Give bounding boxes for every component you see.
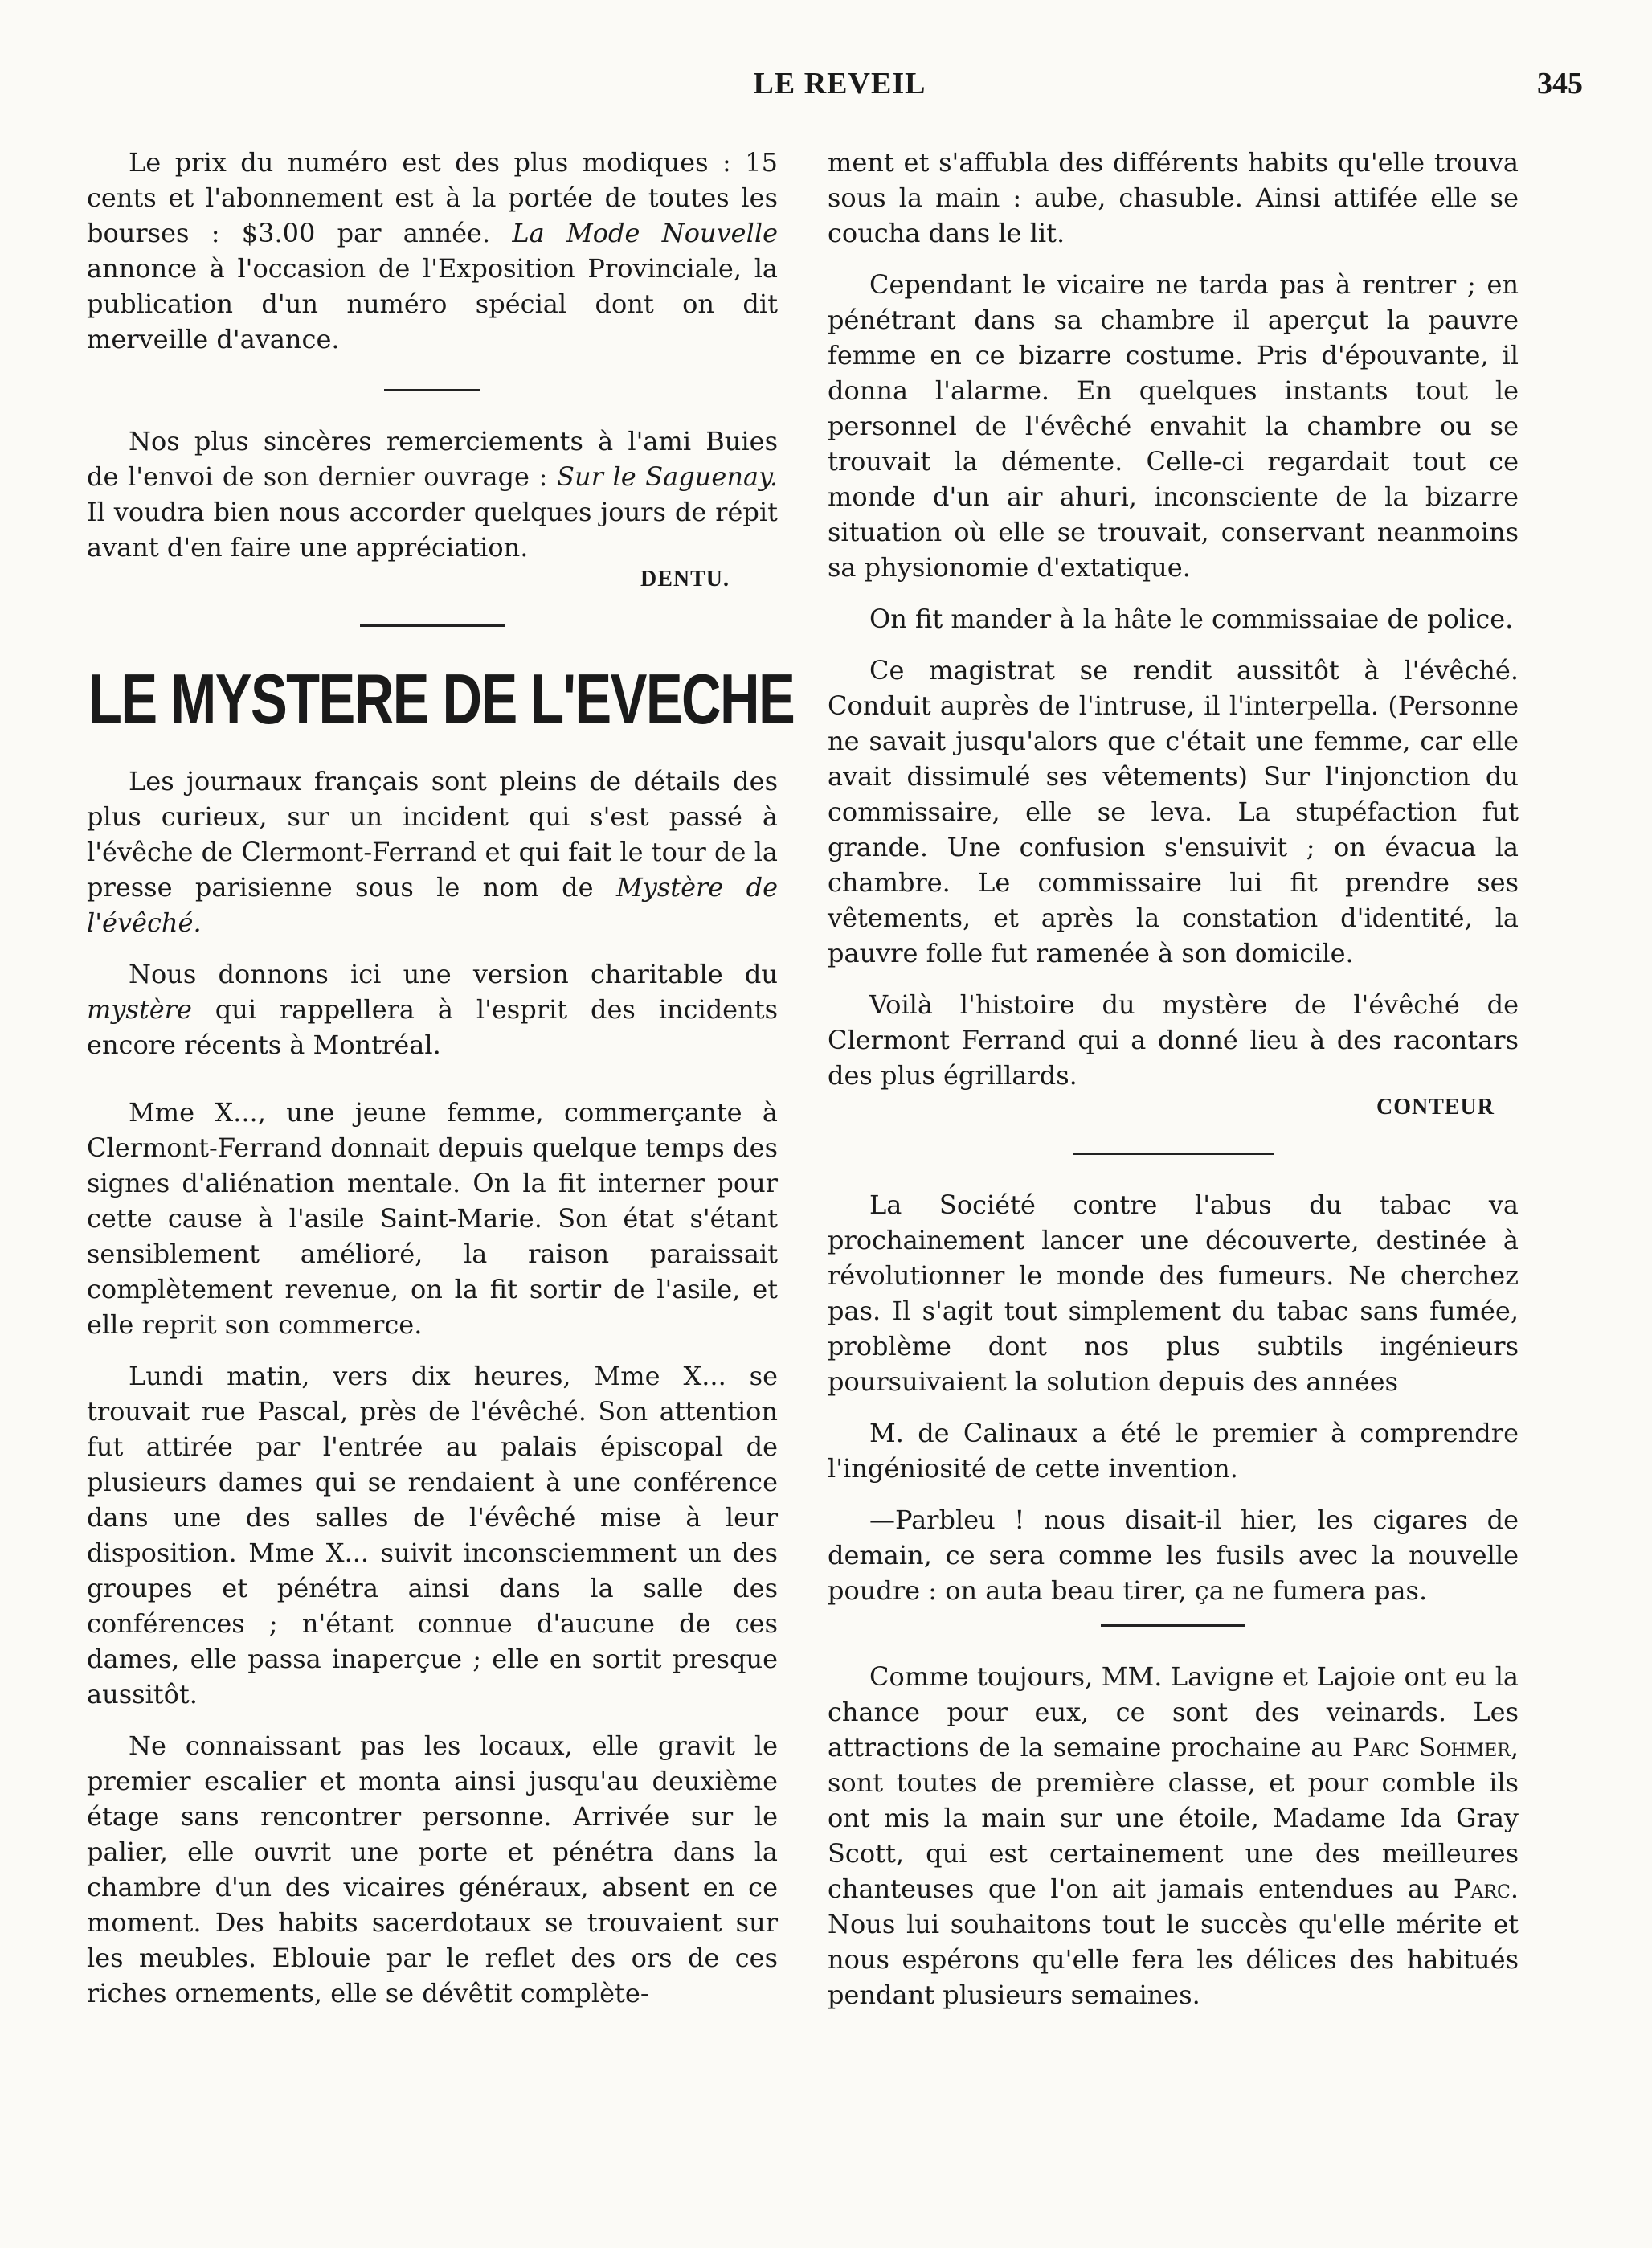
paragraph-vicaire: Cependant le vicaire ne tarda pas à rentrer ; en pénétrant dans sa chambre il aperçut la pauvre femme en ce bizarre costume. Pris d'épouvante, il donna l'alarme. En quelques instants tout le personnel de l'évêché envahit la chambre ou se trouvait la démente. Celle-ci regardait tout ce monde d'un air ahuri, inconsciente de la bizarre situation où elle se trouvait, conservant neanmoins sa physionomie d'extatique. xyxy=(828,269,1519,583)
page-number: 345 xyxy=(1537,67,1583,100)
signature-conteur: CONTEUR xyxy=(1376,1095,1495,1120)
paragraph-buies xyxy=(87,424,778,565)
text: annonce à l'occasion de l'Exposition Provinciale, la publication d'un numéro spécial dont on dit merveille d'avance. xyxy=(87,253,778,354)
paragraph-locaux: Ne connaissant pas les locaux, elle gravit le premier escalier et monta ainsi jusqu'au deuxième étage sans rencontrer personne. Arrivée sur le palier, elle ouvrit une porte et pénétra dans la chambre d'un des vicaires généraux, absent en ce moment. Des habits sacerdotaux se trouvaient sur les meubles. Eblouie par le reflet des ors de ces riches ornements, elle se dévêtit complète- xyxy=(87,1730,778,2008)
italic-title: La Mode Nouvelle xyxy=(512,218,779,248)
left-column xyxy=(87,145,795,2011)
text: Il voudra bien nous accorder quelques jours de répit avant d'en faire une appréciation. xyxy=(87,497,778,563)
paragraph-continued: ment et s'affubla des différents habits qu'elle trouva sous la main : aube, chasuble. Ainsi attifée elle se coucha dans le lit. xyxy=(828,147,1519,248)
text: qui rappellera à l'esprit des incidents encore récents à Montréal. xyxy=(87,994,779,1060)
paragraph-tabac: La Société contre l'abus du tabac va prochainement lancer une découverte, destinée à révolutionner le monde des fumeurs. Ne cherchez pas. Il s'agit tout simplement du tabac sans fumée, problème dont nos plus subtils ingénieurs poursuivaient la solution depuis des années xyxy=(828,1190,1519,1397)
signature-dentu: DENTU. xyxy=(640,567,730,592)
paragraph-magistrat: Ce magistrat se rendit aussitôt à l'évêché. Conduit auprès de l'intruse, il l'interpella. (Personne ne savait jusqu'alors que c'était une femme, car elle avait dissimulé ses vêtements) Sur l'injonction du commissaire, elle se leva. La stupéfaction fut grande. Une confusion s'ensuivit ; on évacua la chambre. Le commissaire lui fit prendre ses vêtements, et après la constation d'identité, la pauvre folle fut ramenée à son domicile. xyxy=(828,655,1519,968)
running-head xyxy=(96,66,1583,114)
paragraph-histoire: Voilà l'histoire du mystère de l'évêché de Clermont Ferrand qui a donné lieu à des racontars des plus égrillards. xyxy=(828,989,1519,1091)
divider xyxy=(360,624,505,627)
smallcaps-name: Parc Sohmer xyxy=(1351,1732,1511,1763)
italic-word: mystère xyxy=(87,994,192,1025)
text: Les journaux français sont pleins de détails des plus curieux, sur un incident qui s'est passé à l'évêche de Clermont-Ferrand et qui fait le tour de la presse parisienne sous le nom de xyxy=(87,766,778,903)
italic-title: Mystère de l'évêché. xyxy=(87,872,778,938)
paragraph-commissaire: On fit mander à la hâte le commissaiae de police. xyxy=(869,604,1514,634)
paragraph-version xyxy=(87,956,778,1063)
smallcaps-name: Parc xyxy=(1454,1873,1511,1904)
text: . Nous lui souhaitons tout le succès qu'elle mérite et nous espérons qu'elle fera les délices des habitués pendant plusieurs semaines. xyxy=(828,1873,1519,2010)
text: , sont toutes de première classe, et pour comble ils ont mis la main sur une étoile, Madame Ida Gray Scott, qui est certainement une des meilleures chanteuses que l'on ait jamais entendues au xyxy=(828,1732,1519,1904)
paragraph-mme-x: Mme X..., une jeune femme, commerçante à Clermont-Ferrand donnait depuis quelque temps des signes d'aliénation mentale. On la fit interner pour cette cause à l'asile Saint-Marie. Son état s'étant sensiblement amélioré, la raison paraissait complètement revenue, on la fit sortir de l'asile, et elle reprit son commerce. xyxy=(87,1097,778,1340)
paragraph-parc-sohmer xyxy=(828,1659,1519,2013)
paragraph-parbleu: —Parbleu ! nous disait-il hier, les cigares de demain, ce sera comme les fusils avec la nouvelle poudre : on auta beau tirer, ça ne fumera pas. xyxy=(828,1505,1519,1606)
paragraph-intro xyxy=(87,764,778,940)
text: Comme toujours, MM. Lavigne et Lajoie ont eu la chance pour eux, ce sont des veinards. Les attractions de la semaine prochaine au xyxy=(828,1661,1519,1763)
paragraph-calinaux: M. de Calinaux a été le premier à comprendre l'ingéniosité de cette invention. xyxy=(828,1418,1519,1484)
text: Le prix du numéro est des plus modiques : 15 cents et l'abonnement est à la portée de toutes les bourses : $3.00 par année. xyxy=(87,147,778,248)
journal-title: LE REVEIL xyxy=(753,67,926,100)
paragraph-mode-nouvelle xyxy=(87,145,778,357)
paragraph-lundi: Lundi matin, vers dix heures, Mme X... se trouvait rue Pascal, près de l'évêché. Son attention fut attirée par l'entrée au palais épiscopal de plusieurs dames qui se rendaient à une conférence dans une des salles de l'évêché mise à leur disposition. Mme X... suivit inconsciemment un des groupes et pénétra ainsi dans la salle des conférences ; n'étant connue d'aucune de ces dames, elle passa inaperçue ; elle en sortit presque aussitôt. xyxy=(87,1361,778,1710)
text: Nos plus sincères remerciements à l'ami Buies de l'envoi de son dernier ouvrage : xyxy=(87,426,778,492)
text: Nous donnons ici une version charitable du xyxy=(129,959,778,989)
right-column xyxy=(828,145,1519,2013)
italic-title: Sur le Saguenay. xyxy=(557,461,779,492)
article-headline: LE MYSTERE DE L'EVECHE xyxy=(88,659,795,739)
